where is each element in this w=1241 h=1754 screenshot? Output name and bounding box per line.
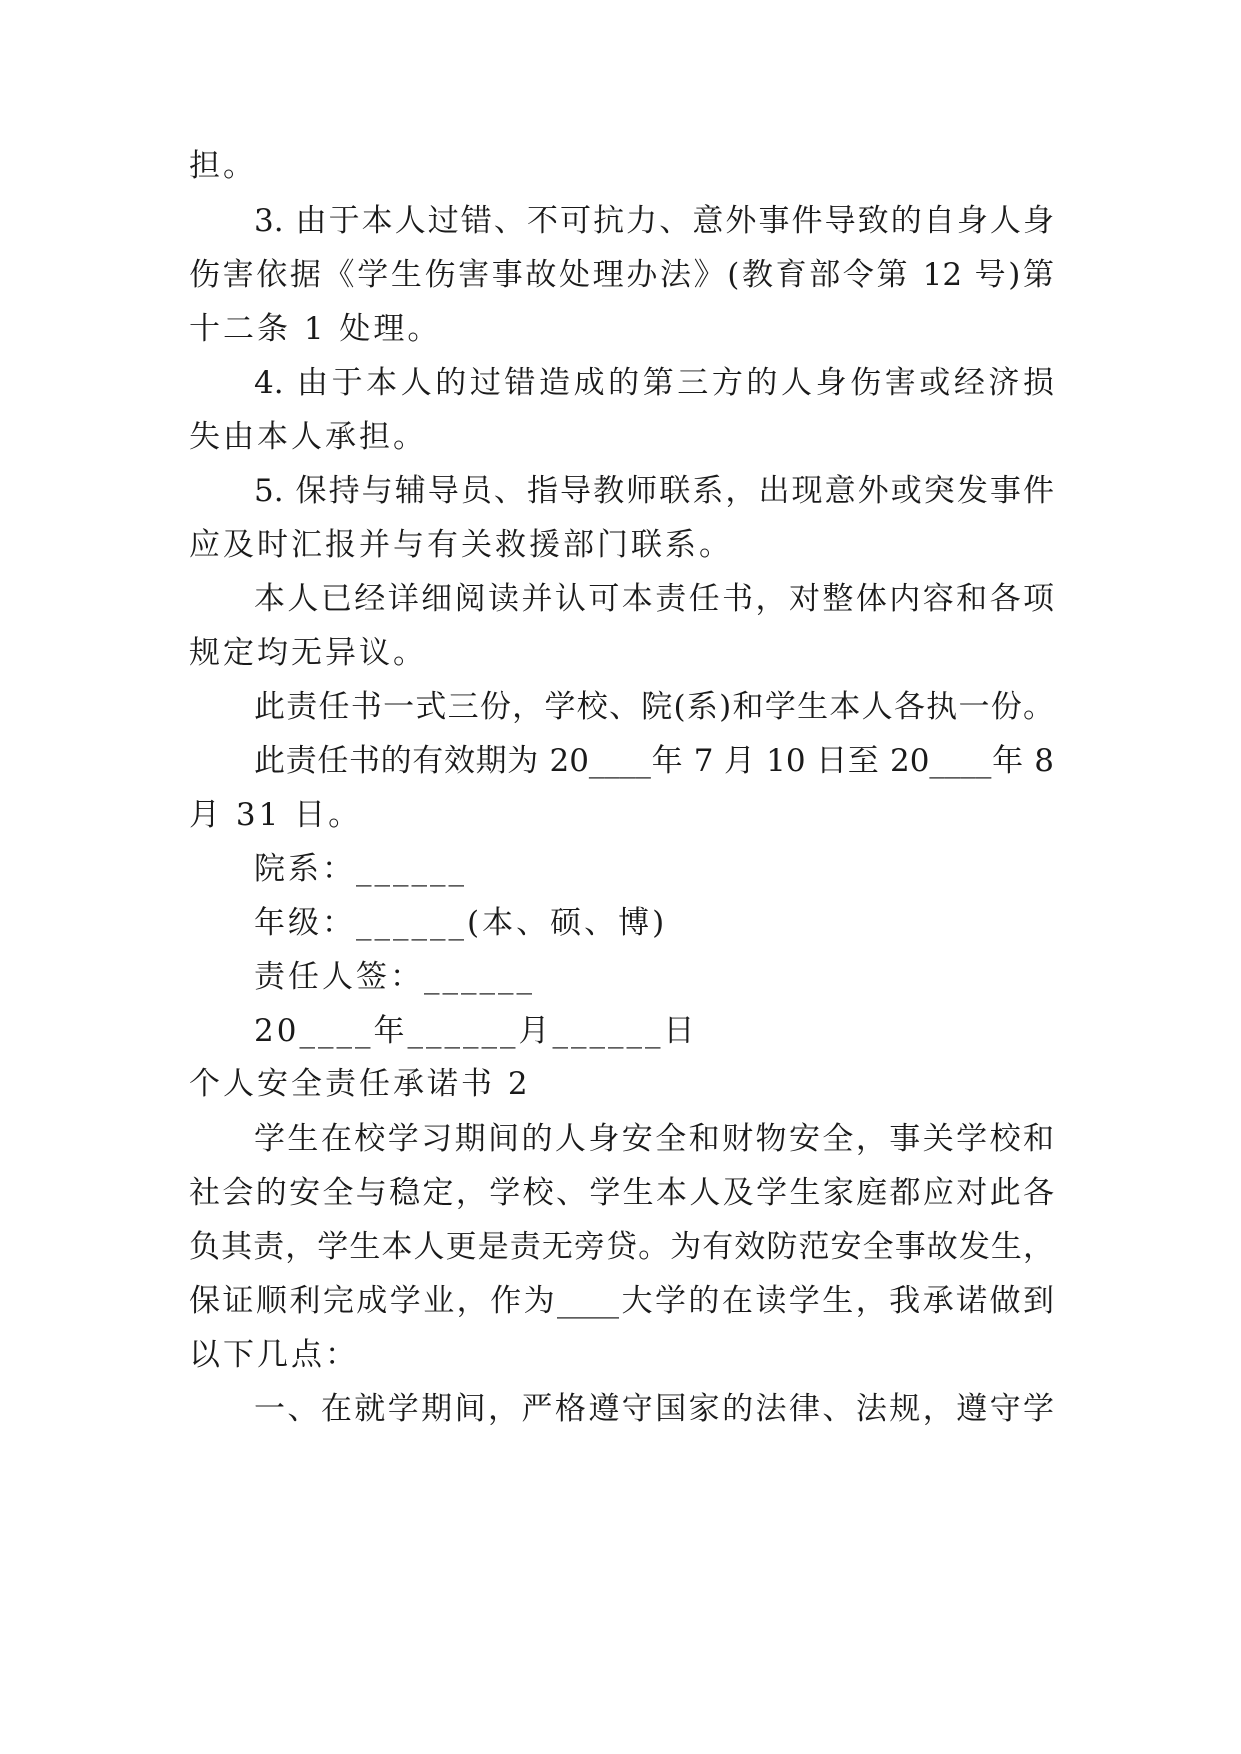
text-line: 4. 由于本人的过错造成的第三方的人身伤害或经济损	[254, 365, 1054, 401]
text-line: 月 31 日。	[189, 797, 363, 833]
text-line: 规定均无异议。	[189, 635, 427, 671]
text-line: 本人已经详细阅读并认可本责任书，对整体内容和各项	[254, 581, 1054, 617]
section-title: 个人安全责任承诺书 2	[189, 1066, 531, 1102]
text-line: 社会的安全与稳定，学校、学生本人及学生家庭都应对此各	[189, 1175, 1054, 1211]
text-line: 失由本人承担。	[189, 419, 427, 455]
text-line: 学生在校学习期间的人身安全和财物安全，事关学校和	[254, 1121, 1054, 1157]
text-line: 此责任书一式三份，学校、院(系)和学生本人各执一份。	[254, 689, 1054, 725]
text-line: 负其责，学生本人更是责无旁贷。为有效防范安全事故发生，	[189, 1229, 1054, 1265]
text-line: 十二条 1 处理。	[189, 311, 442, 347]
text-line: 担。	[189, 148, 257, 184]
date-field: 20____年______月______日	[254, 1013, 698, 1049]
text-line: 5. 保持与辅导员、指导教师联系，出现意外或突发事件	[254, 473, 1054, 509]
text-line: 应及时汇报并与有关救援部门联系。	[189, 527, 733, 563]
department-field: 院系：______	[254, 851, 467, 887]
text-line: 以下几点：	[189, 1337, 359, 1373]
text-line: 此责任书的有效期为 20____年 7 月 10 日至 20____年 8	[254, 743, 1054, 779]
text-line: 伤害依据《学生伤害事故处理办法》(教育部令第 12 号)第	[189, 257, 1054, 293]
text-line: 保证顺利完成学业，作为____大学的在读学生，我承诺做到	[189, 1283, 1054, 1319]
signature-field: 责任人签：______	[254, 959, 535, 995]
text-line: 一、在就学期间，严格遵守国家的法律、法规，遵守学	[254, 1391, 1054, 1427]
text-line: 3. 由于本人过错、不可抗力、意外事件导致的自身人身	[254, 203, 1054, 239]
grade-field: 年级：______(本、硕、博)	[254, 905, 668, 941]
